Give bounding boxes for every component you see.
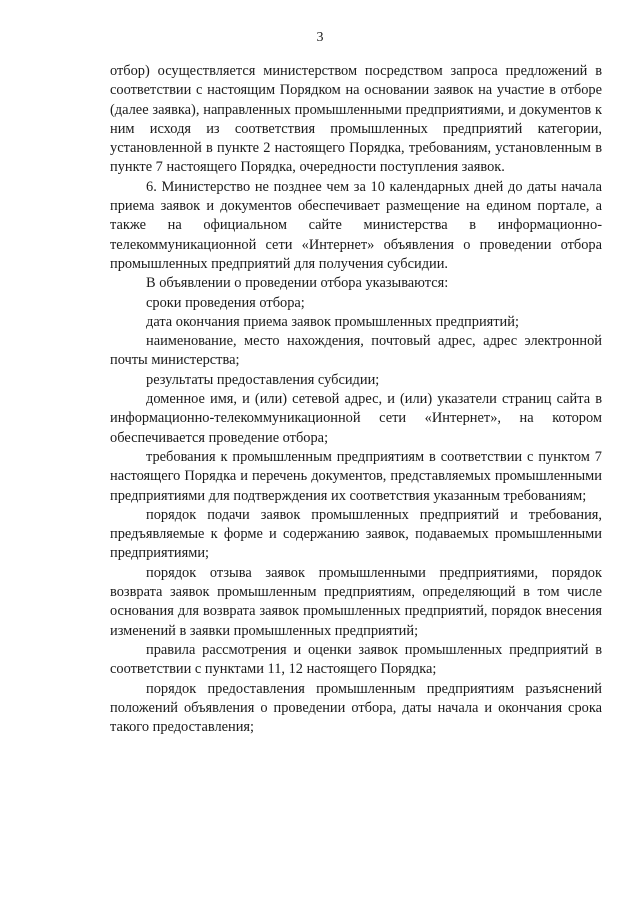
paragraph: В объявлении о проведении отбора указываются: bbox=[146, 275, 449, 292]
paragraph: результаты предоставления субсидии; bbox=[146, 371, 380, 388]
paragraph: требования к промышленным предприятиям в соответствии с пунктом 7 настоящего Порядка и перечень документов, представляемых промышленными предприятиями для подтверждения их соответствия указанным требованиям; bbox=[110, 448, 602, 504]
paragraph: отбор) осуществляется министерством посредством запроса предложений в соответствии с настоящим Порядком на основании заявок на участие в отборе (далее заявка), направленных промышленными предприятиями, и документов к ним исходя из соответствия промышленных предприятий категории, установленной в пункте 2 настоящего Порядка, требованиям, установленным в пункте 7 настоящего Порядка, очередности поступления заявок. bbox=[110, 63, 602, 176]
paragraph: порядок отзыва заявок промышленными предприятиями, порядок возврата заявок промышленным предприятиям, определяющий в том числе основания для возврата заявок промышленных предприятий, порядок внесения изменений в заявки промышленных предприятий; bbox=[110, 564, 602, 639]
paragraph: дата окончания приема заявок промышленных предприятий; bbox=[146, 313, 519, 330]
paragraph: порядок подачи заявок промышленных предприятий и требования, предъявляемые к форме и содержанию заявок, подаваемых промышленными предприятиями; bbox=[110, 506, 602, 562]
paragraph: доменное имя, и (или) сетевой адрес, и (или) указатели страниц сайта в информационно-телекоммуникационной сети «Интернет», на котором обеспечивается проведение отбора; bbox=[110, 391, 602, 446]
paragraph: порядок предоставления промышленным предприятиям разъяснений положений объявления о проведении отбора, даты начала и окончания срока такого предоставления; bbox=[110, 680, 602, 736]
paragraph: наименование, место нахождения, почтовый адрес, адрес электронной почты министерства; bbox=[110, 333, 602, 369]
paragraph: сроки проведения отбора; bbox=[146, 294, 305, 311]
document-body bbox=[110, 62, 602, 737]
paragraph: 6. Министерство не позднее чем за 10 календарных дней до даты начала приема заявок и документов обеспечивает размещение на едином портале, а также на официальном сайте министерства в информационно-телекоммуникационной сети «Интернет» объявления о проведении отбора промышленных предприятий для получения субсидии. bbox=[110, 178, 602, 272]
page-number: 3 bbox=[316, 30, 324, 45]
paragraph: правила рассмотрения и оценки заявок промышленных предприятий в соответствии с пунктами 11, 12 настоящего Порядка; bbox=[110, 641, 602, 678]
